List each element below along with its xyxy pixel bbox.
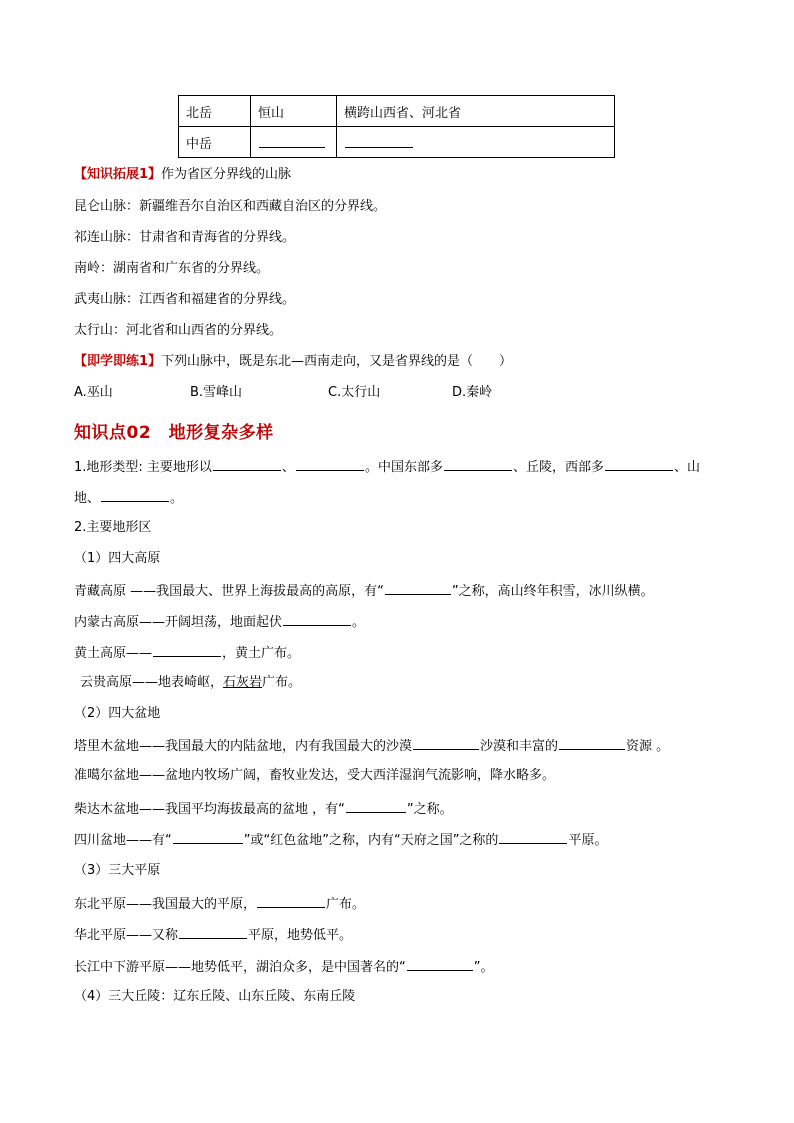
subheading: （4）三大丘陵：辽东丘陵、山东丘陵、东南丘陵	[74, 989, 356, 1004]
text-line: 内蒙古高原——开阔坦荡，地面起伏 。	[74, 611, 365, 633]
practice-question	[74, 352, 512, 372]
text-line: 四川盆地——有“ ”或“红色盆地”之称，内有“天府之国”之称的 平原。	[74, 829, 607, 851]
text-line: 2.主要地形区	[74, 520, 152, 535]
text-line: 东北平原——我国最大的平原， 广布。	[74, 893, 365, 915]
option-c: C.太行山	[328, 385, 381, 400]
text-line: 黄土高原—— ，黄土广布。	[74, 642, 300, 664]
text-line: 准噶尔盆地——盆地内牧场广阔，畜牧业发达，受大西洋湿润气流影响，降水略多。	[74, 768, 556, 783]
text-line: 塔里木盆地——我国最大的内陆盆地，内有我国最大的沙漠 沙漠和丰富的 资源 。	[74, 735, 669, 757]
extension-tag: 【知识拓展1】	[74, 167, 162, 182]
extension-item: 太行山：河北省和山西省的分界线。	[74, 323, 283, 338]
text-line: 柴达木盆地——我国平均海拔最高的盆地 ，有“ ”之称。	[74, 798, 453, 820]
text-line: 云贵高原——地表崎岖，石灰岩广布。	[80, 675, 302, 690]
extension-item: 昆仑山脉：新疆维吾尔自治区和西藏自治区的分界线。	[74, 199, 387, 214]
text-line: 华北平原——又称 平原，地势低平。	[74, 924, 352, 946]
option-a: A.巫山	[74, 385, 113, 400]
table-cell: 中岳	[179, 127, 251, 158]
section-title: 知识点02 地形复杂多样	[74, 423, 274, 443]
subheading: （2）四大盆地	[74, 706, 161, 721]
extension-heading	[74, 165, 291, 185]
text-line: 青藏高原 ——我国最大、世界上海拔最高的高原，有“ ”之称，高山终年积雪，冰川纵横。	[74, 580, 654, 602]
practice-tag: 【即学即练1】	[74, 354, 162, 369]
table-row	[179, 127, 615, 158]
option-b: B.雪峰山	[190, 385, 243, 400]
subheading: （1）四大高原	[74, 551, 161, 566]
table-cell-blank	[251, 127, 337, 158]
table-cell: 北岳	[179, 96, 251, 127]
table-row	[179, 96, 615, 127]
table-cell: 横跨山西省、河北省	[337, 96, 615, 127]
fill-blank	[345, 133, 413, 148]
text-line: 长江中下游平原——地势低平，湖泊众多，是中国著名的“ ”。	[74, 956, 494, 978]
practice-text: 下列山脉中，既是东北—西南走向，又是省界线的是（ ）	[161, 354, 513, 369]
peaks-table	[178, 95, 615, 158]
extension-item: 南岭：湖南省和广东省的分界线。	[74, 261, 270, 276]
text-line: 地、 。	[74, 487, 183, 509]
subheading: （3）三大平原	[74, 863, 161, 878]
extension-item: 祁连山脉：甘肃省和青海省的分界线。	[74, 230, 296, 245]
table-cell-blank	[337, 127, 615, 158]
option-d: D.秦岭	[452, 385, 493, 400]
table-cell: 恒山	[251, 96, 337, 127]
fill-blank	[259, 133, 325, 148]
extension-title: 作为省区分界线的山脉	[161, 167, 292, 182]
text-line: 1.地形类型: 主要地形以 、 。中国东部多 、丘陵，西部多 、山	[74, 456, 700, 478]
extension-item: 武夷山脉：江西省和福建省的分界线。	[74, 292, 296, 307]
